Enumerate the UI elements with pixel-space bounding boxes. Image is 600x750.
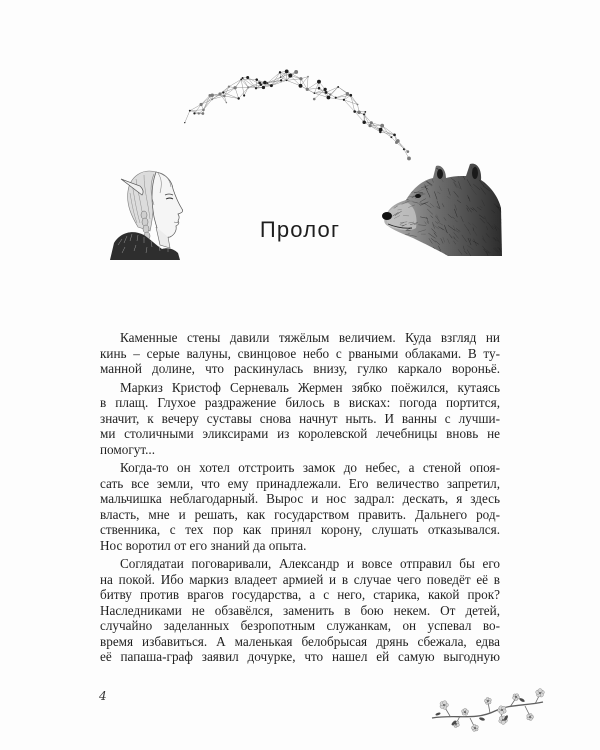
fur-stroke xyxy=(394,175,402,178)
text-line: значит, к вечеру суставы снова начнут ныть. И ванны с лучши- xyxy=(100,410,500,426)
constellation-star xyxy=(198,112,200,114)
constellation-star xyxy=(226,102,227,103)
fur-stroke xyxy=(406,174,412,176)
fur-stroke xyxy=(408,178,416,180)
constellation-star xyxy=(346,92,349,95)
fur-stroke xyxy=(502,249,505,256)
fur-stroke xyxy=(449,165,451,168)
fur-stroke xyxy=(410,162,418,165)
fur-stroke xyxy=(496,181,499,189)
fur-stroke xyxy=(396,253,402,254)
constellation-star xyxy=(288,74,292,78)
constellation-link xyxy=(203,95,209,109)
constellation-star xyxy=(285,70,289,74)
fur-stroke xyxy=(419,169,422,170)
fur-stroke xyxy=(453,166,456,171)
text-line: на покой. Ибо маркиз владеет армией и в случае чего поведёт её в xyxy=(100,571,500,587)
constellation-star xyxy=(337,86,339,88)
fur-stroke xyxy=(421,243,424,245)
fur-stroke xyxy=(404,192,409,193)
text-line: сать все земли, что ему принадлежали. Его величество запретил, xyxy=(100,475,500,491)
constellation-star xyxy=(240,78,242,80)
constellation-star xyxy=(237,97,239,99)
text-line: Наследниками не обзавёлся, заменить в бою некем. От детей, xyxy=(100,602,500,618)
constellation-star xyxy=(327,96,331,100)
constellation-star xyxy=(318,87,321,90)
constellation-star xyxy=(362,121,366,125)
constellation-star xyxy=(189,110,191,112)
fur-stroke xyxy=(450,164,456,168)
text-line: её папаша-граф заявил дочурке, что нашел ей самую выгодную xyxy=(100,649,500,664)
constellation-link xyxy=(224,96,238,99)
constellation-star xyxy=(299,77,302,80)
constellation-link xyxy=(229,79,241,86)
fur-stroke xyxy=(389,169,394,171)
constellation-star xyxy=(306,88,309,91)
fur-stroke xyxy=(425,258,428,264)
constellation-star xyxy=(357,104,359,106)
text-line: Соглядатаи поговаривали, Александр и вовсе отправил бы его xyxy=(120,556,500,571)
fur-stroke xyxy=(417,171,424,175)
fur-stroke xyxy=(490,174,493,181)
constellation-star xyxy=(380,124,384,128)
fur-stroke xyxy=(442,163,445,167)
fur-stroke xyxy=(456,173,458,176)
fur-stroke xyxy=(495,190,497,193)
blossom xyxy=(527,714,534,721)
fur-stroke xyxy=(502,200,507,206)
blossom xyxy=(536,689,545,697)
paragraph xyxy=(100,380,500,458)
text-line: Когда-то он хотел отстроить замок до небес, а стеной опоя- xyxy=(120,460,500,475)
paragraph xyxy=(100,330,500,377)
fur-stroke xyxy=(414,174,420,177)
constellation-star xyxy=(313,98,316,101)
constellation-star xyxy=(242,77,244,79)
fur-stroke xyxy=(423,170,426,171)
text-line: время избавиться. А маленькая белобрысая дрянь сбежала, едва xyxy=(100,633,500,649)
constellation-star xyxy=(247,86,249,88)
fur-stroke xyxy=(494,179,497,181)
fur-stroke xyxy=(415,173,422,174)
constellation-star xyxy=(243,94,245,96)
fur-stroke xyxy=(494,170,498,173)
constellation-star xyxy=(390,136,392,138)
constellation-arc-icon xyxy=(0,0,600,200)
constellation-link xyxy=(185,111,190,123)
bear-head-icon xyxy=(378,158,503,258)
constellation-star xyxy=(222,91,224,93)
constellation-star xyxy=(201,112,204,115)
blossom xyxy=(440,701,448,710)
fur-stroke xyxy=(406,166,413,167)
constellation-star xyxy=(223,95,226,98)
constellation-dots xyxy=(184,70,411,161)
fur-stroke xyxy=(417,166,421,167)
constellation-star xyxy=(263,81,267,85)
constellation-link xyxy=(398,141,408,152)
constellation-star xyxy=(202,108,205,111)
constellation-star xyxy=(393,134,396,137)
text-line: власть, мне и решать, как государством править. Дальнего род- xyxy=(100,506,500,522)
fur-stroke xyxy=(441,254,444,260)
constellation-star xyxy=(363,113,365,115)
constellation-link xyxy=(326,87,338,92)
fur-stroke xyxy=(431,165,435,169)
text-line: случайно заделанных безропотным служанкам, он успевал во- xyxy=(100,618,500,633)
text-line: мальчишка неблагодарный. Вырос и нос задрал: дескать, я здесь xyxy=(100,491,500,506)
text-line: Маркиз Кристоф Серневаль Жермен зябко поёжился, кутаясь xyxy=(120,379,500,395)
constellation-link xyxy=(235,88,239,99)
fur-stroke xyxy=(423,177,425,180)
blossom-branch-icon xyxy=(430,676,546,736)
constellation-star xyxy=(279,71,281,73)
constellation-star xyxy=(353,110,356,113)
blossom xyxy=(471,724,478,731)
constellation-star xyxy=(349,94,352,97)
constellation-star xyxy=(211,98,213,100)
fur-stroke xyxy=(418,175,423,177)
blossom xyxy=(513,694,520,701)
constellation-star xyxy=(343,99,345,101)
text-line: Каменные стены давили тяжёлым величием. Куда взгляд ни xyxy=(120,330,500,345)
fur-stroke xyxy=(425,247,429,252)
constellation-star xyxy=(335,97,337,99)
constellation-link xyxy=(271,80,286,85)
constellation-star xyxy=(286,80,288,82)
constellation-star xyxy=(184,122,185,123)
constellation-star xyxy=(403,148,405,150)
constellation-star xyxy=(255,78,258,81)
constellation-link xyxy=(307,77,308,90)
text-line: кинь – серые валуны, свинцовое небо с рваными облаками. В ту- xyxy=(100,345,500,361)
text-line: в плащ. Глухое раздражение билось в висках: погода портится, xyxy=(100,395,500,410)
elf-portrait-icon xyxy=(110,165,195,260)
fur-stroke xyxy=(408,173,414,175)
constellation-lines xyxy=(185,71,409,158)
constellation-link xyxy=(267,77,280,83)
constellation-star xyxy=(325,91,328,94)
fur-stroke xyxy=(489,176,493,183)
constellation-star xyxy=(280,76,281,77)
chapter-title: Пролог xyxy=(259,217,341,242)
fur-stroke xyxy=(401,241,407,243)
fur-stroke xyxy=(392,257,400,258)
fur-stroke xyxy=(426,171,432,176)
constellation-star xyxy=(267,82,268,83)
constellation-star xyxy=(364,111,366,113)
page-number: 4 xyxy=(99,689,107,703)
constellation-star xyxy=(317,80,321,84)
constellation-star xyxy=(280,79,282,81)
fur-stroke xyxy=(502,244,506,247)
paragraph xyxy=(100,460,500,553)
constellation-star xyxy=(395,141,398,144)
fur-stroke xyxy=(423,250,426,251)
text-line: битву против врагов государства, а с него, старика, какой прок? xyxy=(100,587,500,602)
constellation-link xyxy=(330,87,338,95)
constellation-link xyxy=(190,104,201,110)
constellation-link xyxy=(281,72,297,77)
constellation-star xyxy=(329,93,331,95)
constellation-star xyxy=(324,88,327,91)
constellation-star xyxy=(357,110,361,114)
constellation-star xyxy=(368,124,371,127)
text-line: помогут... xyxy=(100,441,156,457)
fur-stroke xyxy=(420,173,425,174)
text-line: ственника, с тех пор как принял корону, слушать отказывался. xyxy=(100,522,500,537)
constellation-star xyxy=(193,112,195,114)
constellation-star xyxy=(218,92,221,95)
paragraph xyxy=(100,556,500,665)
fur-stroke xyxy=(423,255,428,256)
constellation-star xyxy=(307,76,309,78)
blossom xyxy=(498,706,507,715)
blossom xyxy=(462,708,469,715)
fur-stroke xyxy=(412,256,416,257)
fur-stroke xyxy=(389,181,392,182)
fur-stroke xyxy=(493,164,494,168)
constellation-star xyxy=(199,103,202,106)
fur-stroke xyxy=(495,177,501,180)
constellation-star xyxy=(406,150,409,153)
fur-stroke xyxy=(401,167,408,172)
constellation-star xyxy=(255,87,257,89)
constellation-star xyxy=(211,93,214,96)
constellation-star xyxy=(299,84,303,88)
fur-stroke xyxy=(403,246,409,250)
fur-stroke xyxy=(483,166,486,170)
fur-stroke xyxy=(395,191,402,192)
body-text xyxy=(100,330,500,665)
fur-stroke xyxy=(478,256,485,261)
fur-stroke xyxy=(405,243,411,244)
constellation-link xyxy=(223,92,226,102)
fur-stroke xyxy=(500,204,504,207)
blossoms xyxy=(440,689,544,732)
constellation-star xyxy=(262,86,265,89)
constellation-star xyxy=(233,86,236,89)
constellation-star xyxy=(270,84,273,87)
constellation-link xyxy=(287,80,301,85)
constellation-star xyxy=(294,70,298,74)
blossom xyxy=(484,697,491,704)
text-line: манной долине, что раскинулась внизу, гулко каркало вороньё. xyxy=(100,361,500,376)
fur-stroke xyxy=(418,250,422,253)
fur-stroke xyxy=(428,164,434,169)
constellation-star xyxy=(370,121,373,124)
constellation-star xyxy=(379,131,381,133)
constellation-link xyxy=(336,95,351,97)
constellation-link xyxy=(396,143,407,152)
constellation-star xyxy=(260,84,262,86)
fur-stroke xyxy=(407,181,413,183)
fur-stroke xyxy=(396,190,399,191)
text-line: Нос воротил от его знаний да опыта. xyxy=(100,537,307,553)
text-line: ми столичными эликсирами из королевской лечебницы вновь не xyxy=(100,426,500,441)
fur-stroke xyxy=(495,165,496,170)
fur-stroke xyxy=(418,176,422,178)
fur-stroke xyxy=(502,203,505,208)
fur-stroke xyxy=(414,178,417,180)
fur-stroke xyxy=(454,163,458,165)
constellation-star xyxy=(228,86,230,88)
constellation-link xyxy=(220,88,235,94)
constellation-star xyxy=(246,76,249,79)
fur-stroke xyxy=(451,257,454,259)
fur-stroke xyxy=(396,238,400,239)
fur-stroke xyxy=(392,238,398,239)
constellation-star xyxy=(314,92,316,94)
